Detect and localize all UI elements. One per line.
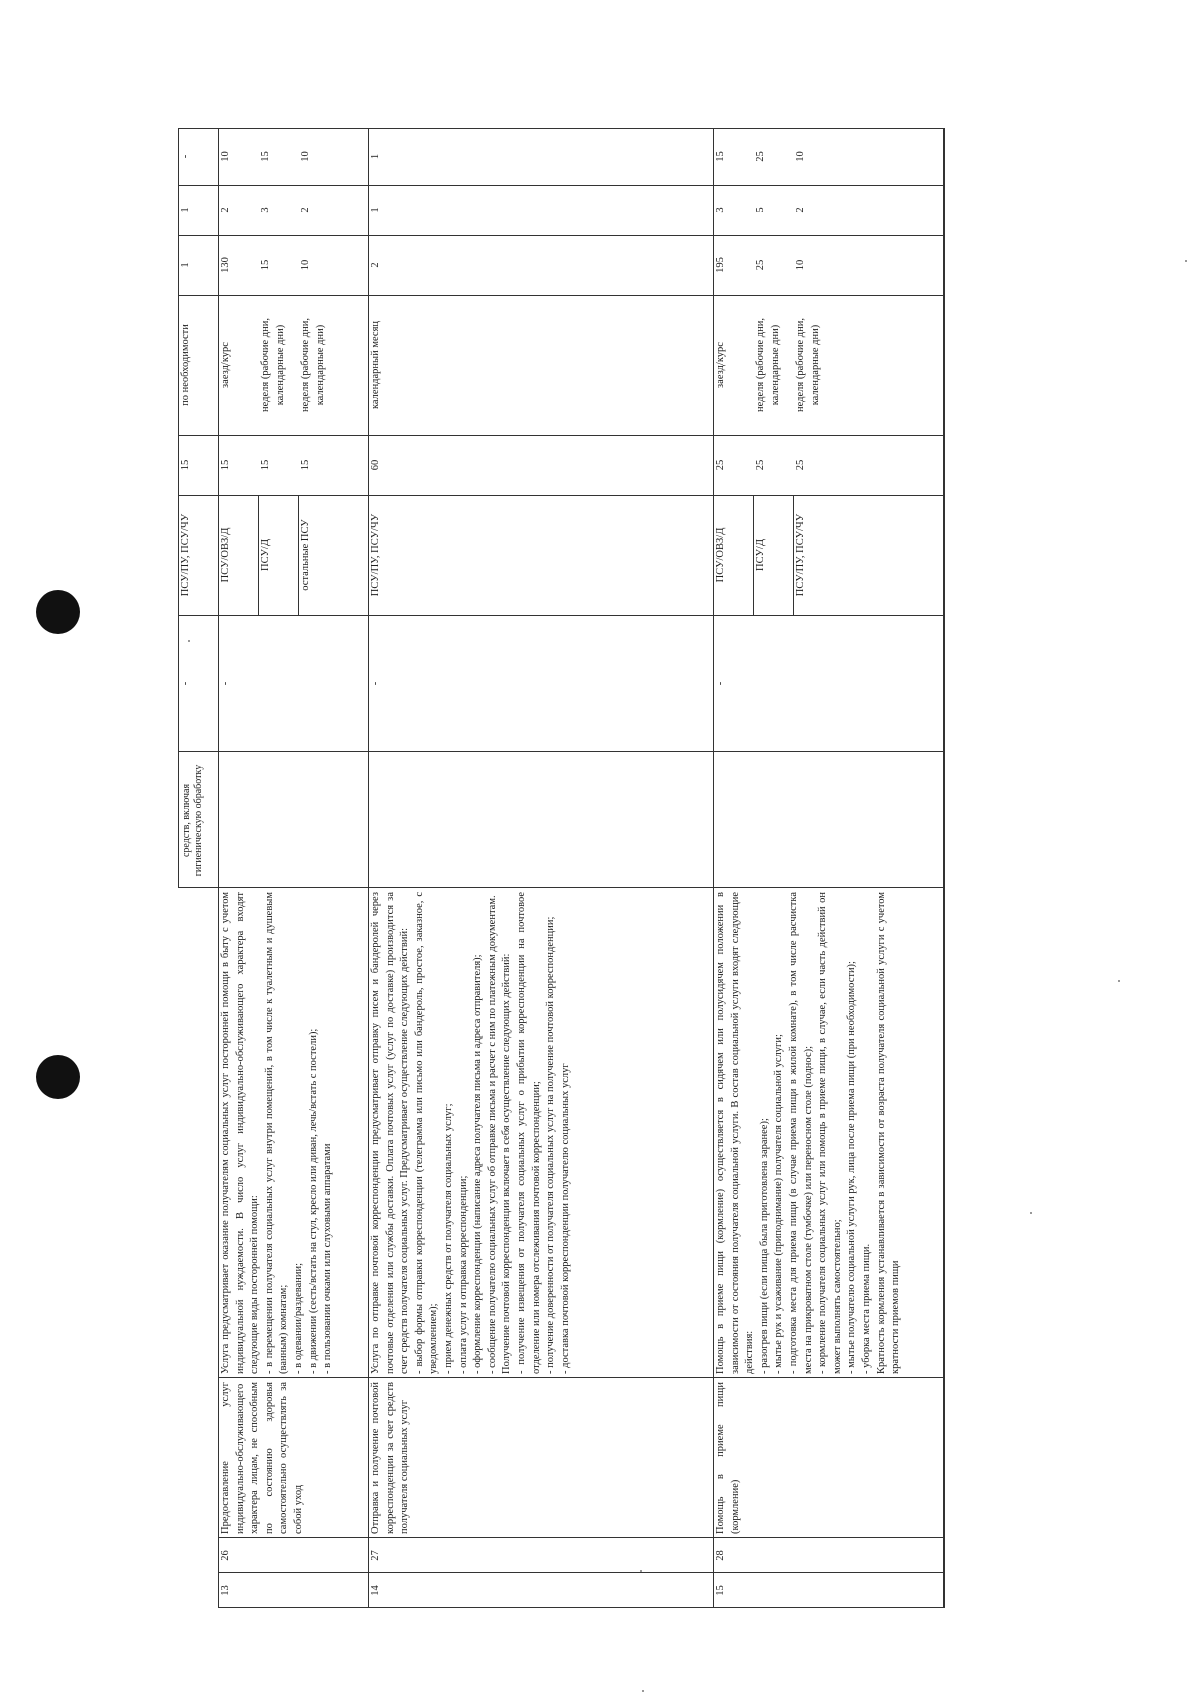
row-13-period-3: неделя (рабочие дни, календарные дни) — [300, 318, 326, 412]
row-15-qty-2: 25 — [755, 259, 766, 271]
col-line — [178, 615, 943, 616]
row-14-type-1: ПСУ/ПУ, ПСУ/ЧУ — [370, 513, 381, 597]
row-13-code: 26 — [220, 1550, 231, 1561]
row-15-per-3: 2 — [795, 207, 806, 213]
row-14-name: Отправка и получение почтовой корреспонденции за счет средств получателя социальных услуг — [370, 1382, 411, 1534]
table-border-top-partial — [178, 128, 179, 888]
row-14-mark: - — [370, 681, 381, 686]
prev-mark: - — [180, 681, 191, 686]
row-15-per-2: 5 — [755, 207, 766, 213]
row-15-period-3: неделя (рабочие дни, календарные дни) — [795, 318, 821, 412]
table-border-bottom — [943, 128, 945, 1608]
col-line — [178, 495, 943, 496]
row-15-period-2: неделя (рабочие дни, календарные дни) — [755, 318, 781, 412]
row-13-per-1: 2 — [220, 207, 231, 213]
row-13-qty-1: 130 — [220, 257, 231, 273]
row-13-time-2: 15 — [260, 459, 271, 471]
row-13-type-1: ПСУ/ОВЗ/Д — [220, 527, 231, 583]
row-13-period-1: заезд/курс — [220, 342, 231, 388]
row-15-time-3: 25 — [795, 459, 806, 471]
row-13-total-2: 15 — [260, 151, 271, 162]
row-15-time-2: 25 — [755, 459, 766, 471]
row-15-description: Помощь в приеме пищи (кормление) осуществляется в сидячем или полусидячем положении в зависимости от состояния получателя социальной услуги. В состав социальной услуги входят следующие действия: - разогрев пищи (если пища была приготовлена заранее); - мытье рук и усаживание (приподнимание) получателя социальной услуги; - подготовка места для приема пищи (в случае приема пищи в жилой комнате), в том числе расчистка места на прикроватном столе (тумбочке) или переносном столе (поднос); - кормление получателя социальных услуг или помощь в приеме пищи, в случае, если часть действий он может выполнять самостоятельно; - мытье получателю социальной услуги рук, лица после приема пищи (при необходимости); - уборка места приема пищи. Кратность кормления устанавливается в зависимости от возраста получателя социальной услуги с учетом кратности приемов пищи — [715, 892, 902, 1374]
col-line — [178, 235, 943, 236]
row-14-qty-1: 2 — [370, 262, 381, 268]
row-13-period-2: неделя (рабочие дни, календарные дни) — [260, 318, 286, 412]
row-13-name: Предоставление услуг индивидуально-обслуживающего характера лицам, не способным по состоянию здоровья самостоятельно осуществлять за собой уход — [220, 1382, 304, 1534]
row-15-qty-1: 195 — [715, 257, 726, 273]
prev-time: 15 — [180, 459, 191, 471]
row-13-per-3: 2 — [300, 207, 311, 213]
row-14-total-1: 1 — [370, 153, 381, 160]
scan-speck — [642, 1690, 644, 1692]
col-line — [218, 1572, 943, 1573]
prev-type: ПСУ/ПУ, ПСУ/ЧУ — [180, 513, 191, 597]
row-15-mark: - — [715, 681, 726, 686]
row-13-num: 13 — [220, 1585, 231, 1596]
row-15-name: Помощь в приеме пищи (кормление) — [715, 1382, 741, 1534]
prev-period: по необходимости — [180, 324, 191, 406]
row-14-period-1: календарный месяц — [370, 320, 381, 410]
row-13-description: Услуга предусматривает оказание получателям социальных услуг посторонней помощи в быту с учетом индивидуальной нуждаемости. В число услуг индивидуально-обслуживающего характера входят следующие виды посторонней помощи: - в перемещении получателя социальных услуг внутри помещений, в том числе к туалетным и душевым (ванным) комнатам; - в одевании/раздевании; - в движении (сесть/встать на стул, кресло или диван, лечь/встать с постели); - в пользовании очками или слуховыми аппаратами — [220, 892, 334, 1374]
row-13-qty-2: 15 — [260, 259, 271, 271]
subrow-divider — [753, 495, 754, 615]
row-15-num: 15 — [715, 1585, 726, 1596]
scan-speck — [1030, 1212, 1032, 1214]
row-13-per-2: 3 — [260, 207, 271, 213]
row-13-type-3: остальные ПСУ — [300, 519, 311, 591]
prev-total: - — [180, 154, 191, 159]
row-14-per-1: 1 — [370, 207, 381, 213]
row-13-time-3: 15 — [300, 459, 311, 471]
prev-per: 1 — [180, 207, 191, 213]
row-15-time-1: 25 — [715, 459, 726, 471]
row-14-code: 27 — [370, 1550, 381, 1561]
prev-qty: 1 — [180, 262, 191, 268]
row-13-type-2: ПСУ/Д — [260, 539, 271, 571]
rotated-page — [178, 128, 943, 1608]
row-divider — [218, 128, 219, 1608]
scan-speck — [1185, 260, 1187, 262]
col-line — [178, 128, 943, 129]
col-line — [178, 887, 943, 888]
row-14-time-1: 60 — [370, 459, 381, 471]
col-line — [218, 1607, 943, 1608]
row-15-total-1: 15 — [715, 151, 726, 162]
row-15-type-3: ПСУ/ПУ, ПСУ/ЧУ — [795, 513, 806, 597]
col-line — [178, 185, 943, 186]
row-13-mark: - — [220, 681, 231, 686]
row-15-type-1: ПСУ/ОВЗ/Д — [715, 527, 726, 583]
row-13-qty-3: 10 — [300, 259, 311, 271]
services-table — [178, 128, 943, 1608]
scan-speck — [1118, 980, 1120, 982]
row-15-type-2: ПСУ/Д — [755, 539, 766, 571]
subrow-divider — [258, 495, 259, 615]
subrow-divider — [298, 495, 299, 615]
col-line — [218, 1377, 943, 1378]
prev-description-tail: средств, включая гигиеническую обработку — [181, 764, 204, 877]
row-divider — [368, 128, 369, 1608]
row-15-period-1: заезд/курс — [715, 342, 726, 388]
row-15-code: 28 — [715, 1550, 726, 1561]
row-13-total-3: 10 — [300, 151, 311, 162]
punch-hole-top — [36, 590, 80, 634]
row-14-description: Услуга по отправке почтовой корреспонденции предусматривает отправку писем и бандеролей через почтовые отделения или службы доставки. Оплата почтовых услуг (услуг по доставке) производится за счет средств получателя социальных услуг. Предусматривает осуществление следующих действий: - выбор формы отправки корреспонденции (телеграмма или письмо или бандероль, простое, заказное, с уведомлением); - прием денежных средств от получателя социальных услуг; - оплата услуг и отправка корреспонденции; - оформление корреспонденции (написание адреса получателя письма и адреса отправителя); - сообщение получателю социальных услуг об отправке письма и расчет с ним по платежным документам. Получение почтовой корреспонденции включает в себя осуществление следующих действий: - получение извещения от получателя социальных услуг о прибытии корреспонденции на почтовое отделение или номера отслеживания почтовой корреспонденции; - получение доверенности от получателя социальных услуг на получение почтовой корреспонденции; - доставка почтовой корреспонденции получателю социальных услуг — [370, 892, 571, 1374]
row-13-total-1: 10 — [220, 151, 231, 162]
col-line — [178, 295, 943, 296]
subrow-divider — [793, 495, 794, 615]
col-line — [178, 435, 943, 436]
row-15-per-1: 3 — [715, 207, 726, 213]
row-15-qty-3: 10 — [795, 259, 806, 271]
row-divider — [713, 128, 714, 1608]
row-15-total-2: 25 — [755, 151, 766, 162]
punch-hole-bottom — [36, 1055, 80, 1099]
row-14-num: 14 — [370, 1585, 381, 1596]
col-line — [218, 1537, 943, 1538]
col-line — [178, 751, 943, 752]
row-13-time-1: 15 — [220, 459, 231, 471]
row-15-total-3: 10 — [795, 151, 806, 162]
